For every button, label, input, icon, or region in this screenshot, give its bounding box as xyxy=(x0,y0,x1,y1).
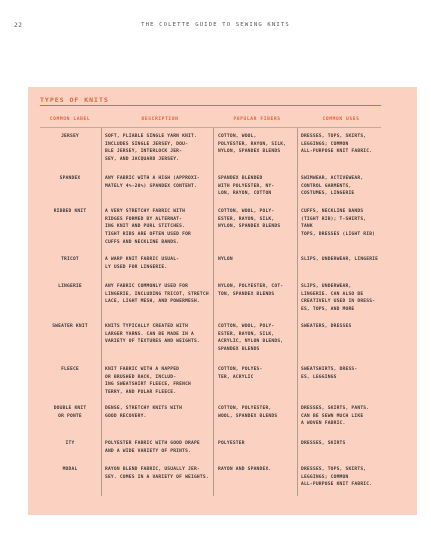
cell-line: RIBBED KNIT xyxy=(53,209,87,214)
cell-line: VARIETY OF TEXTURES AND WEIGHTS. xyxy=(105,339,200,345)
cell-line: MATELY 4%-20%) SPANDEX CONTENT. xyxy=(105,183,197,189)
cell-line: ACRYLIC, NYLON BLENDS, xyxy=(218,339,284,345)
cell-line: RIDGES FORMED BY ALTERNAT- xyxy=(105,216,183,222)
row-fibers xyxy=(218,283,296,298)
cell-line: TER, ACRYLIC xyxy=(218,374,254,380)
cell-line: ING SWEATSHIRT FLEECE, FRENCH xyxy=(105,382,192,388)
row-fibers xyxy=(218,175,296,198)
cell-line: WITH POLYESTER, NY- xyxy=(218,183,275,189)
cell-line: ITY xyxy=(65,441,75,446)
row-label xyxy=(40,366,100,374)
row-description xyxy=(105,366,215,397)
cell-line: SLIPS, UNDERWEAR, xyxy=(301,284,352,289)
header-rule xyxy=(40,127,381,128)
cell-line: SWEATSHIRTS, DRESS- xyxy=(301,367,358,372)
cell-line: DENSE, STRETCHY KNITS WITH xyxy=(105,406,183,411)
cell-line: COTTON, WOOL, POLY- xyxy=(218,209,275,214)
row-uses xyxy=(301,440,381,448)
row-label xyxy=(40,466,100,474)
cell-line: INCLUDES SINGLE JERSEY, DOU- xyxy=(105,141,189,147)
cell-line: LEGGINGS; COMMON xyxy=(301,474,349,480)
cell-line: RAYON AND SPANDEX. xyxy=(218,467,272,472)
cell-line: GOOD RECOVERY. xyxy=(105,413,147,419)
cell-line: SWEATER KNIT xyxy=(52,324,88,329)
cell-line: ANY FABRIC WITH A HIGH (APPROXI- xyxy=(105,176,200,181)
row-fibers xyxy=(218,440,296,448)
row-description xyxy=(105,175,215,190)
column-header-uses: COMMON USES xyxy=(322,117,360,122)
cell-line: A WOVEN FABRIC. xyxy=(301,421,346,427)
cell-line: A WARP KNIT FABRIC USUAL- xyxy=(105,257,180,262)
cell-line: (TIGHT RIB); T-SHIRTS, TANK xyxy=(301,216,367,230)
row-uses xyxy=(301,405,381,428)
row-uses xyxy=(301,323,381,331)
cell-line: OR PONTE xyxy=(58,413,82,419)
cell-line: LACE, LIGHT MESH, AND POWERMESH. xyxy=(105,299,200,305)
cell-line: KNIT FABRIC WITH A NAPPED xyxy=(105,367,180,372)
row-label xyxy=(40,440,100,448)
cell-line: POLYESTER xyxy=(218,441,245,446)
row-label xyxy=(40,405,100,420)
cell-line: ES, TOPS, AND MORE xyxy=(301,307,355,313)
cell-line: COTTON, POLYESTER, xyxy=(218,406,272,411)
row-fibers xyxy=(218,323,296,354)
row-description xyxy=(105,323,215,346)
cell-line: LINGERIE xyxy=(58,284,82,289)
cell-line: NYLON, SPANDEX BLENDS xyxy=(218,149,281,155)
cell-line: COTTON, WOOL, POLY- xyxy=(218,324,275,329)
column-header-fibers: POPULAR FIBERS xyxy=(233,117,281,122)
cell-line: TOPS, DRESSES (LIGHT RIB) xyxy=(301,232,376,238)
cell-line: DRESSES, TOPS, SKIRTS, xyxy=(301,134,367,139)
cell-line: ESTER, RAYON, SILK, xyxy=(218,216,275,222)
row-label xyxy=(40,133,100,141)
cell-line: CONTROL GARMENTS, xyxy=(301,183,352,189)
row-label xyxy=(40,283,100,291)
cell-line: SWEATERS, DRESSES xyxy=(301,324,352,329)
cell-line: LY USED FOR LINGERIE. xyxy=(105,264,168,270)
cell-line: COTTON, POLYES- xyxy=(218,367,263,372)
cell-line: NYLON xyxy=(218,257,233,262)
row-uses xyxy=(301,175,381,198)
cell-line: DRESSES, SKIRTS xyxy=(301,441,346,446)
cell-line: KNITS TYPICALLY CREATED WITH xyxy=(105,324,189,329)
row-label xyxy=(40,256,100,264)
row-description xyxy=(105,405,215,420)
row-description xyxy=(105,133,215,164)
cell-line: NYLON, SPANDEX BLENDS xyxy=(218,224,281,230)
row-uses xyxy=(301,283,381,314)
cell-line: RAYON BLEND FABRIC, USUALLY JER- xyxy=(105,467,200,472)
cell-line: FLEECE xyxy=(61,367,79,372)
table-title: TYPES OF KNITS xyxy=(40,96,109,104)
row-label xyxy=(40,175,100,183)
cell-line: POLYESTER, RAYON, SILK, xyxy=(218,141,287,147)
row-fibers xyxy=(218,466,296,474)
row-uses xyxy=(301,208,381,239)
row-label xyxy=(40,208,100,216)
row-description xyxy=(105,256,215,271)
cell-line: CAN BE SEWN MUCH LIKE xyxy=(301,413,364,419)
cell-line: ESTER, RAYON, SILK, xyxy=(218,331,275,337)
cell-line: ALL-PURPOSE KNIT FABRIC. xyxy=(301,149,373,155)
cell-line: SWIMWEAR, ACTIVEWEAR, xyxy=(301,176,364,181)
cell-line: SEY, AND JACQUARD JERSEY. xyxy=(105,157,180,163)
cell-line: POLYESTER FABRIC WITH GOOD DRAPE xyxy=(105,441,200,446)
row-fibers xyxy=(218,405,296,420)
cell-line: LINGERIE, INCLUDING TRICOT, STRETCH xyxy=(105,291,209,297)
cell-line: MODAL xyxy=(62,467,78,472)
column-header-description: DESCRIPTION xyxy=(141,117,179,122)
cell-line: AND A WIDE VARIETY OF PRINTS. xyxy=(105,448,192,454)
column-divider xyxy=(297,128,298,496)
row-fibers xyxy=(218,133,296,156)
cell-line: BLE JERSEY, INTERLOCK JER- xyxy=(105,149,183,155)
cell-line: DRESSES, TOPS, SKIRTS, xyxy=(301,467,367,472)
cell-line: LEGGINGS; COMMON xyxy=(301,141,349,147)
row-fibers xyxy=(218,366,296,381)
cell-line: ES, LEGGINGS xyxy=(301,374,337,380)
title-rule xyxy=(40,105,381,106)
column-divider xyxy=(101,128,102,496)
row-uses xyxy=(301,466,381,489)
row-description xyxy=(105,466,215,481)
row-uses xyxy=(301,133,381,156)
cell-line: ALL-PURPOSE KNIT FABRIC. xyxy=(301,482,373,488)
row-uses xyxy=(301,256,381,264)
cell-line: SEY. COMES IN A VARIETY OF WEIGHTS. xyxy=(105,474,209,480)
row-label xyxy=(40,323,100,331)
column-header-label: COMMON LABEL xyxy=(49,117,91,122)
cell-line: CUFFS, NECKLINE BANDS xyxy=(301,209,364,214)
cell-line: SOFT, PLIABLE SINGLE YARN KNIT. xyxy=(105,134,197,139)
cell-line: A VERY STRETCHY FABRIC WITH xyxy=(105,209,186,214)
cell-line: LARGER YARNS. CAN BE MADE IN A xyxy=(105,331,194,337)
cell-line: COTTON, WOOL, xyxy=(218,134,257,139)
cell-line: ANY FABRIC COMMONLY USED FOR xyxy=(105,284,189,289)
row-fibers xyxy=(218,256,296,264)
cell-line: TON, SPANDEX BLENDS xyxy=(218,291,275,297)
running-head: THE COLETTE GUIDE TO SEWING KNITS xyxy=(141,22,290,28)
cell-line: SPANDEX xyxy=(59,176,81,181)
cell-line: SLIPS, UNDERWEAR, LINGERIE xyxy=(301,257,379,262)
cell-line: DOUBLE KNIT xyxy=(53,406,87,411)
cell-line: TRICOT xyxy=(61,257,79,262)
row-fibers xyxy=(218,208,296,231)
cell-line: SPANDEX BLENDED xyxy=(218,176,263,181)
row-description xyxy=(105,440,215,455)
cell-line: TERRY, AND POLAR FLEECE. xyxy=(105,390,177,396)
row-description xyxy=(105,208,215,247)
cell-line: COSTUMES, LINGERIE xyxy=(301,191,355,197)
cell-line: LINGERIE. CAN ALSO BE xyxy=(301,291,364,297)
cell-line: CREATIVELY USED IN DRESS- xyxy=(301,299,376,305)
cell-line: WOOL, SPANDEX BLENDS xyxy=(218,413,278,419)
page-number: 22 xyxy=(14,22,23,29)
cell-line: CUFFS AND NECKLINE BANDS. xyxy=(105,239,180,245)
cell-line: LON, RAYON, COTTON xyxy=(218,191,272,197)
row-uses xyxy=(301,366,381,381)
cell-line: NYLON, POLYESTER, COT- xyxy=(218,284,284,289)
cell-line: DRESSES, SKIRTS, PANTS. xyxy=(301,406,370,411)
cell-line: ING KNIT AND PURL STITCHES. xyxy=(105,224,186,230)
cell-line: OR BRUSHED BACK, INCLUD- xyxy=(105,374,177,380)
cell-line: SPANDEX BLENDS xyxy=(218,347,260,353)
cell-line: JERSEY xyxy=(61,134,79,139)
cell-line: TIGHT RIBS ARE OFTEN USED FOR xyxy=(105,232,192,238)
row-description xyxy=(105,283,215,306)
